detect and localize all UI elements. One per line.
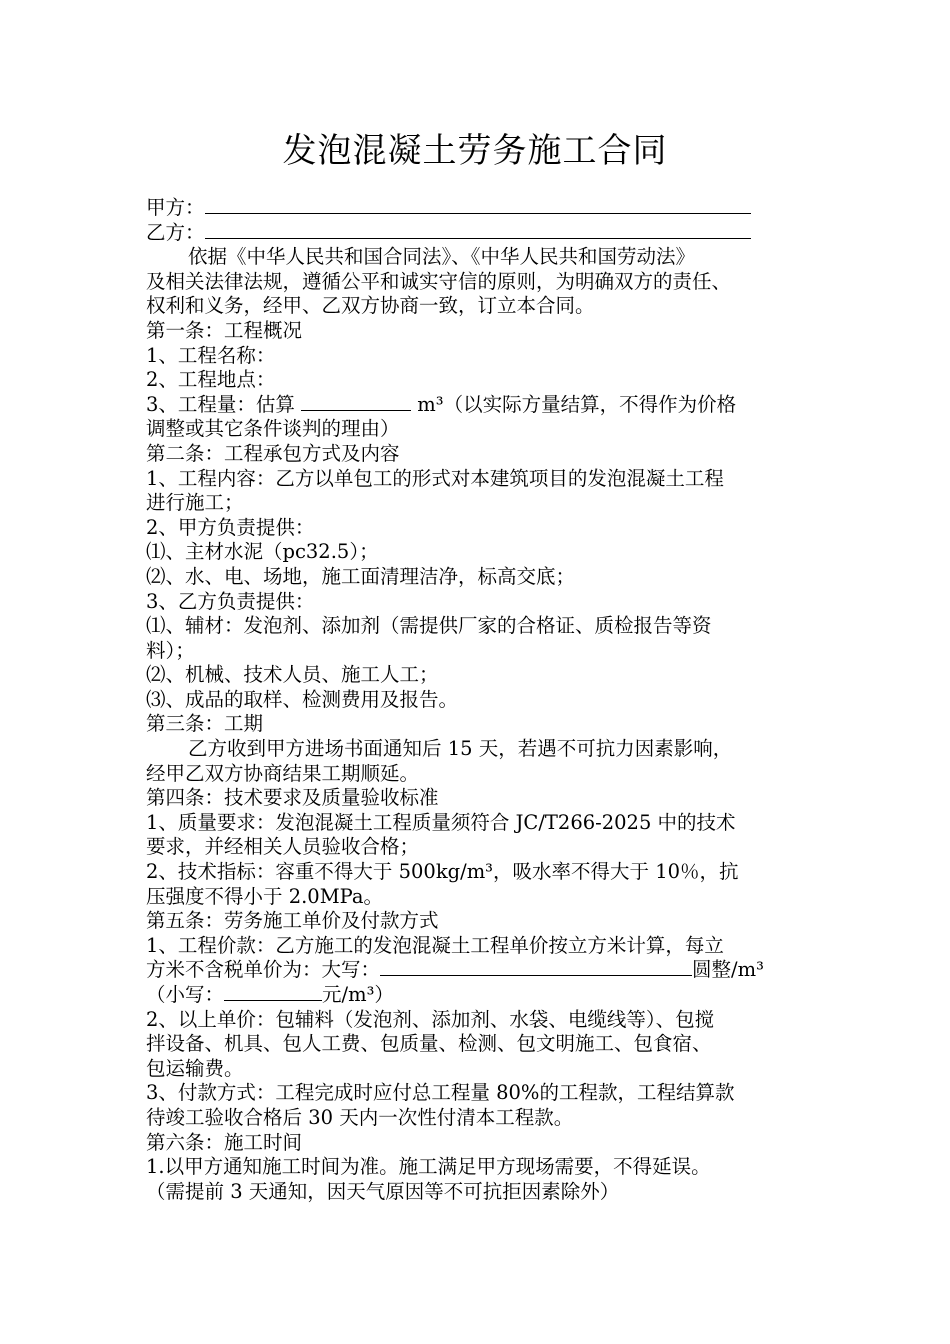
clause-line: 料）； [146, 638, 195, 662]
clause-line: 2、技术指标：容重不得大于 500kg/m³，吸水率不得大于 10％，抗 [146, 860, 739, 884]
article-heading: 第四条：技术要求及质量验收标准 [146, 786, 439, 810]
unit-price-figures-prefix: （小写： [146, 983, 225, 1006]
project-quantity-line [146, 393, 818, 418]
project-name-line: 1、工程名称： [146, 343, 276, 367]
preamble-line: 及相关法律法规，遵循公平和诚实守信的原则，为明确双方的责任、 [146, 269, 732, 293]
clause-line: 拌设备、机具、包人工费、包质量、检测、包文明施工、包食宿、 [146, 1032, 712, 1056]
clause-line: 经甲乙双方协商结果工期顺延。 [146, 761, 420, 785]
party-b-blank [205, 222, 751, 239]
clause-line: ⑶、成品的取样、检测费用及报告。 [146, 687, 459, 711]
unit-price-figures-blank [224, 984, 322, 1001]
clause-line: ⑴、主材水泥（pc32.5）； [146, 540, 379, 564]
clause-line: 压强度不得小于 2.0MPa。 [146, 884, 384, 908]
clause-line: 1、工程内容：乙方以单包工的形式对本建筑项目的发泡混凝土工程 [146, 466, 724, 490]
article-heading: 第一条：工程概况 [146, 318, 303, 342]
clause-line: 3、乙方负责提供： [146, 589, 315, 613]
clause-line: ⑵、机械、技术人员、施工人工； [146, 663, 439, 687]
article-heading: 第二条：工程承包方式及内容 [146, 441, 400, 465]
clause-line: 1、工程价款：乙方施工的发泡混凝土工程单价按立方米计算，每立 [146, 933, 724, 957]
contract-body [146, 196, 818, 1204]
article-heading: 第六条：施工时间 [146, 1130, 303, 1154]
unit-price-figures-line [146, 983, 818, 1008]
clause-line: 1.以甲方通知施工时间为准。施工满足甲方现场需要，不得延误。 [146, 1155, 711, 1179]
party-b-line [146, 221, 818, 246]
clause-line: 包运输费。 [146, 1056, 244, 1080]
quantity-suffix: m³（以实际方量结算，不得作为价格 [411, 392, 737, 416]
unit-price-prefix: 方米不含税单价为：大写： [146, 958, 381, 982]
document-title: 发泡混凝土劳务施工合同 [282, 131, 668, 171]
quantity-blank [301, 394, 411, 411]
preamble-line: 权利和义务，经甲、乙双方协商一致，订立本合同。 [146, 294, 595, 318]
clause-line: 乙方收到甲方进场书面通知后 15 天，若遇不可抗力因素影响， [188, 737, 733, 761]
clause-line: （需提前 3 天通知，因天气原因等不可抗拒因素除外） [146, 1179, 620, 1203]
unit-price-line [146, 958, 818, 983]
quantity-prefix: 3、工程量：估算 [146, 392, 302, 416]
party-a-blank [205, 197, 751, 214]
project-location-line: 2、工程地点： [146, 368, 276, 392]
clause-line: ⑴、辅材：发泡剂、添加剂（需提供厂家的合格证、质检报告等资 [146, 614, 712, 638]
clause-line: 进行施工； [146, 491, 244, 515]
unit-price-figures-suffix: 元/m³） [322, 983, 394, 1006]
clause-line: ⑵、水、电、场地，施工面清理洁净，标高交底； [146, 564, 576, 588]
clause-line: 待竣工验收合格后 30 天内一次性付清本工程款。 [146, 1105, 574, 1129]
party-a-line [146, 196, 818, 221]
party-a-label: 甲方： [146, 196, 205, 219]
clause-line: 3、付款方式：工程完成时应付总工程量 80%的工程款，工程结算款 [146, 1081, 735, 1105]
quantity-continuation: 调整或其它条件谈判的理由） [146, 417, 400, 441]
unit-price-words-blank [380, 959, 692, 976]
party-b-label: 乙方： [146, 220, 205, 244]
article-heading: 第五条：劳务施工单价及付款方式 [146, 909, 439, 933]
preamble-line: 依据《中华人民共和国合同法》、《中华人民共和国劳动法》 [188, 245, 696, 269]
unit-price-suffix: 圆整/m³ [692, 958, 764, 982]
clause-line: 2、甲方负责提供： [146, 515, 315, 539]
clause-line: 1、质量要求：发泡混凝土工程质量须符合 JC/T266-2025 中的技术 [146, 810, 736, 834]
clause-line: 要求，并经相关人员验收合格； [146, 835, 420, 859]
clause-line: 2、以上单价：包辅料（发泡剂、添加剂、水袋、电缆线等）、包搅 [146, 1007, 715, 1031]
article-heading: 第三条：工期 [146, 712, 264, 736]
